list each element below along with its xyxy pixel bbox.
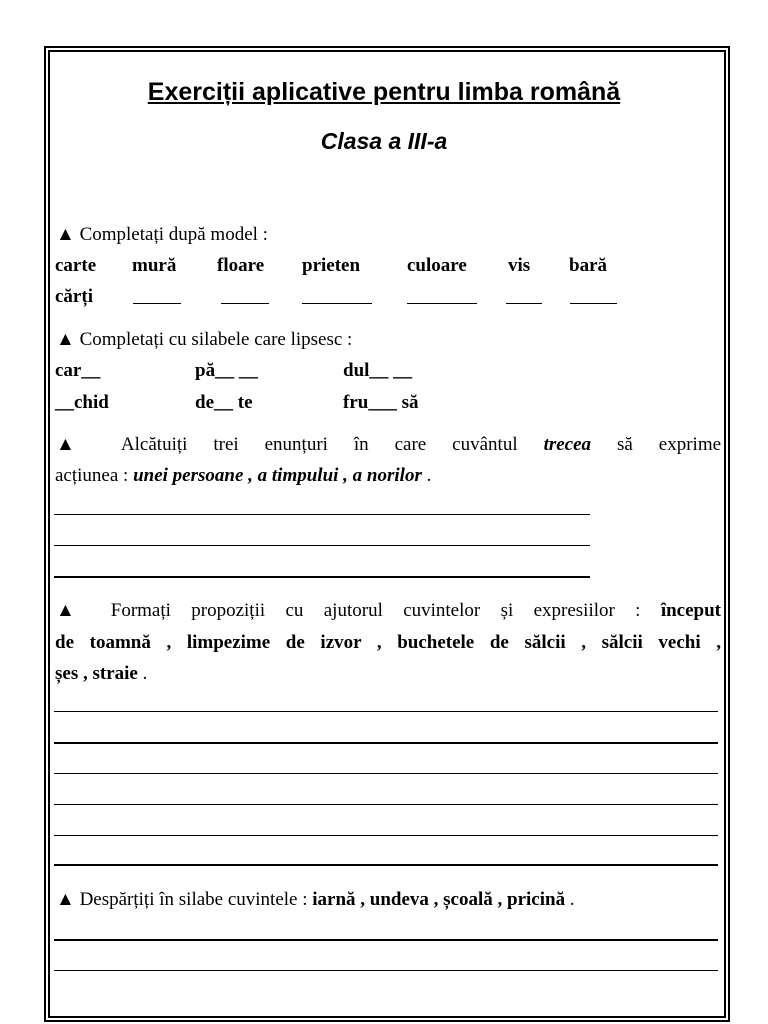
exercise-4-words: de toamnă , limpezime de izvor , buchetele de sălcii , sălcii vechi , (55, 632, 721, 653)
ex2-syllable: dul__ __ (343, 360, 413, 381)
ex1-model-label: cărți (55, 286, 93, 307)
exercise-5-words: iarnă , undeva , școală , pricină (312, 889, 566, 910)
answer-blank[interactable] (133, 303, 181, 304)
answer-line[interactable] (54, 742, 718, 744)
exercise-3-instruction: ▲ Alcătuiți trei enunțuri în care cuvântul trecea să exprime (56, 434, 722, 455)
keyword: trecea (543, 434, 592, 455)
answer-line[interactable] (54, 835, 718, 836)
answer-line[interactable] (54, 711, 718, 712)
answer-line[interactable] (54, 576, 590, 578)
ex2-syllable: car__ (55, 360, 101, 381)
bullet-icon: ▲ (56, 889, 75, 910)
exercise-5-instruction: ▲ Despărțiți în silabe cuvintele : iarnă , undeva , școală , pricină . (56, 889, 575, 910)
ex2-syllable: pă__ __ (195, 360, 258, 381)
ex1-word-4: prieten (302, 255, 361, 276)
ex2-syllable: fru___ să (343, 392, 419, 413)
answer-blank[interactable] (570, 303, 617, 304)
ex1-word-7: bară (569, 255, 607, 276)
bullet-icon: ▲ (56, 329, 75, 350)
page-border (44, 46, 730, 1022)
answer-blank[interactable] (221, 303, 269, 304)
ex1-word-5: culoare (407, 255, 467, 276)
ex2-syllable: __chid (55, 392, 109, 413)
worksheet-subtitle: Clasa a III-a (320, 128, 448, 154)
bullet-icon: ▲ (56, 434, 97, 455)
answer-line[interactable] (54, 545, 590, 546)
ex2-syllable: de__ te (195, 392, 253, 413)
exercise-4-instruction: ▲ Formați propoziții cu ajutorul cuvintelor și expresiilor : început (56, 600, 721, 621)
ex1-word-2: mură (132, 255, 177, 276)
exercise-3-continuation: acțiunea : unei persoane , a timpului , a norilor . (55, 465, 432, 486)
ex1-word-1: carte (55, 255, 97, 276)
answer-line[interactable] (54, 970, 718, 971)
answer-line[interactable] (54, 939, 718, 941)
worksheet-title: Exerciții aplicative pentru limba română (147, 78, 621, 106)
answer-line[interactable] (54, 514, 590, 515)
exercise-2-instruction: ▲ Completați cu silabele care lipsesc : (56, 329, 353, 350)
answer-line[interactable] (54, 773, 718, 774)
answer-blank[interactable] (407, 303, 477, 304)
answer-line[interactable] (54, 804, 718, 805)
bullet-icon: ▲ (56, 600, 91, 621)
bullet-icon: ▲ (56, 224, 75, 245)
answer-blank[interactable] (302, 303, 372, 304)
ex1-word-6: vis (508, 255, 531, 276)
exercise-4-words-end: șes , straie . (55, 663, 148, 684)
ex1-word-3: floare (217, 255, 265, 276)
answer-line[interactable] (54, 864, 718, 866)
answer-blank[interactable] (506, 303, 542, 304)
exercise-3-items: unei persoane , a timpului , a norilor (133, 465, 422, 486)
exercise-1-instruction: ▲ Completați după model : (56, 224, 268, 245)
